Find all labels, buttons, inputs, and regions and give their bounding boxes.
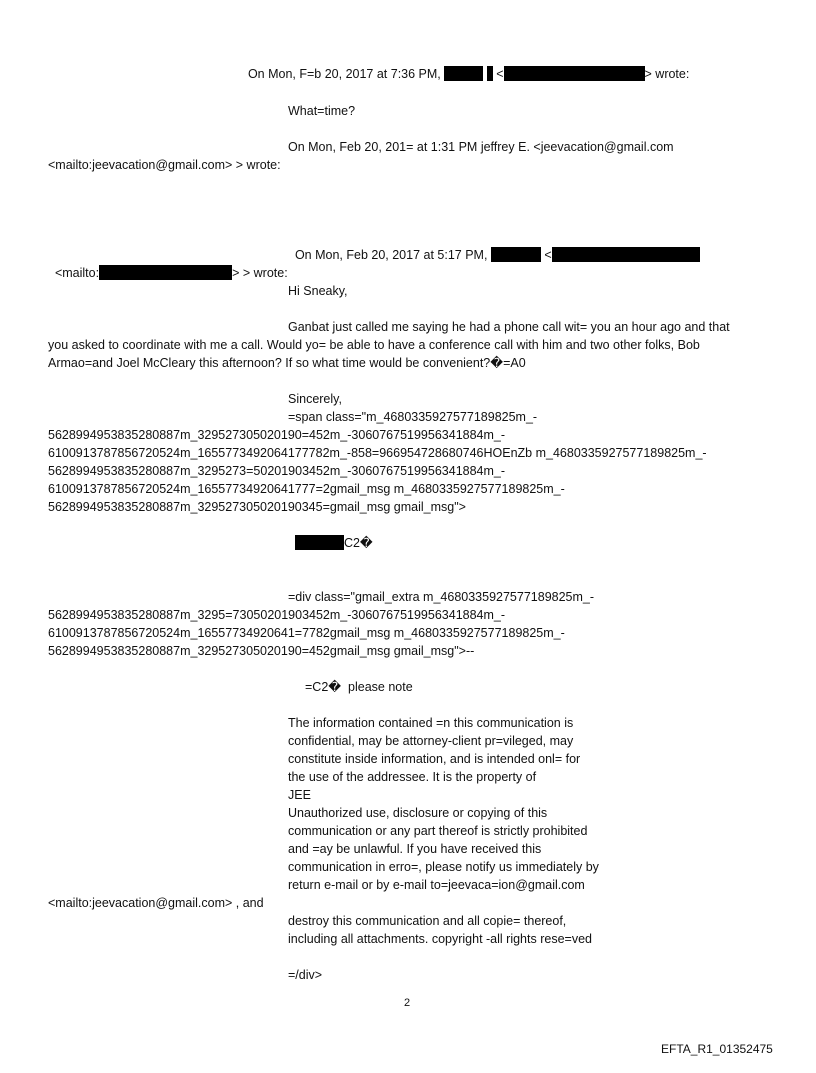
notice-line-7: communication or any part thereof is strictly prohibited [288, 824, 588, 838]
header-suffix: > wrote: [644, 67, 690, 81]
second-mailto-prefix: <mailto: [54, 266, 100, 280]
signature-tail: C2� [343, 536, 373, 550]
second-header-lt: < [540, 248, 552, 262]
notice-line-8: and =ay be unlawful. If you have received this [288, 842, 542, 856]
what-time-line: What=time? [288, 104, 356, 118]
redaction-bar [491, 247, 541, 262]
destroy-line-1: destroy this communication and all copie= thereof, [288, 914, 567, 928]
notice-line-3: constitute inside information, and is intended onl= for [288, 752, 581, 766]
destroy-line-2: including all attachments. copyright -all rights rese=ved [288, 932, 592, 946]
div-close: =/div> [288, 968, 323, 982]
please-note: =C2� please note [305, 680, 413, 694]
notice-line-10: return e-mail or by e-mail to=jeevaca=ion@gmail.com [288, 878, 585, 892]
span-line-5: 6100913787856720524m_16557734920641777=2gmail_msg m_4680335927577189825m_- [48, 482, 565, 496]
span-line-1: =span class="m_4680335927577189825m_- [288, 410, 538, 424]
redaction-bar [99, 265, 232, 280]
header-prefix: On Mon, F=b 20, 2017 at 7:36 PM, [247, 67, 445, 81]
div-line-3: 6100913787856720524m_16557734920641=7782gmail_msg m_4680335927577189825m_- [48, 626, 565, 640]
div-line-2: 5628994953835280887m_3295=73050201903452m_-3060767519956341884m_- [48, 608, 506, 622]
second-header-prefix: On Mon, Feb 20, 2017 at 5:17 PM, [294, 248, 491, 262]
notice-line-9: communication in erro=, please notify us immediately by [288, 860, 599, 874]
notice-line-2: confidential, may be attorney-client pr=vileged, may [288, 734, 574, 748]
second-mailto-line [48, 246, 288, 282]
jeffrey-line-2: <mailto:jeevacation@gmail.com> > wrote: [48, 158, 281, 172]
bates-number: EFTA_R1_01352475 [661, 1042, 773, 1056]
span-line-6: 5628994953835280887m_329527305020190345=gmail_msg gmail_msg"> [48, 500, 466, 514]
span-line-4: 5628994953835280887m_3295273=50201903452m_-3060767519956341884m_- [48, 464, 506, 478]
body-line-2: you asked to coordinate with me a call. Would yo= be able to have a conference call with him and two other folks, Bob [48, 338, 700, 352]
redaction-bar [444, 66, 483, 81]
header-line [241, 47, 689, 83]
header-lt: < [492, 67, 504, 81]
notice-line-6: Unauthorized use, disclosure or copying of this [288, 806, 548, 820]
body-line-3: Armao=and Joel McCleary this afternoon? If so what time would be convenient?�=A0 [48, 356, 526, 370]
redaction-bar [295, 535, 344, 550]
greeting: Hi Sneaky, [288, 284, 348, 298]
redaction-bar [552, 247, 700, 262]
notice-line-4: the use of the addressee. It is the property of [288, 770, 537, 784]
signature-line [288, 516, 373, 552]
mailto-and-line: <mailto:jeevacation@gmail.com> , and [48, 896, 264, 910]
notice-line-1: The information contained =n this communication is [288, 716, 574, 730]
sincerely: Sincerely, [288, 392, 342, 406]
div-line-4: 5628994953835280887m_329527305020190=452gmail_msg gmail_msg">-- [48, 644, 475, 658]
page-number: 2 [404, 997, 411, 1009]
redaction-bar [504, 66, 645, 81]
second-header-line [288, 228, 700, 264]
jeffrey-line-1: On Mon, Feb 20, 201= at 1:31 PM jeffrey E. <jeevacation@gmail.com [288, 140, 674, 154]
body-line-1: Ganbat just called me saying he had a phone call wit= you an hour ago and that [288, 320, 730, 334]
div-line-1: =div class="gmail_extra m_4680335927577189825m_- [288, 590, 595, 604]
span-line-2: 5628994953835280887m_329527305020190=452m_-3060767519956341884m_- [48, 428, 506, 442]
notice-line-5: JEE [288, 788, 311, 802]
second-mailto-suffix: > > wrote: [232, 266, 288, 280]
span-line-3: 6100913787856720524m_1655773492064177782m_-858=966954728680746HOEnZb m_4680335927577189825m_- [48, 446, 707, 460]
